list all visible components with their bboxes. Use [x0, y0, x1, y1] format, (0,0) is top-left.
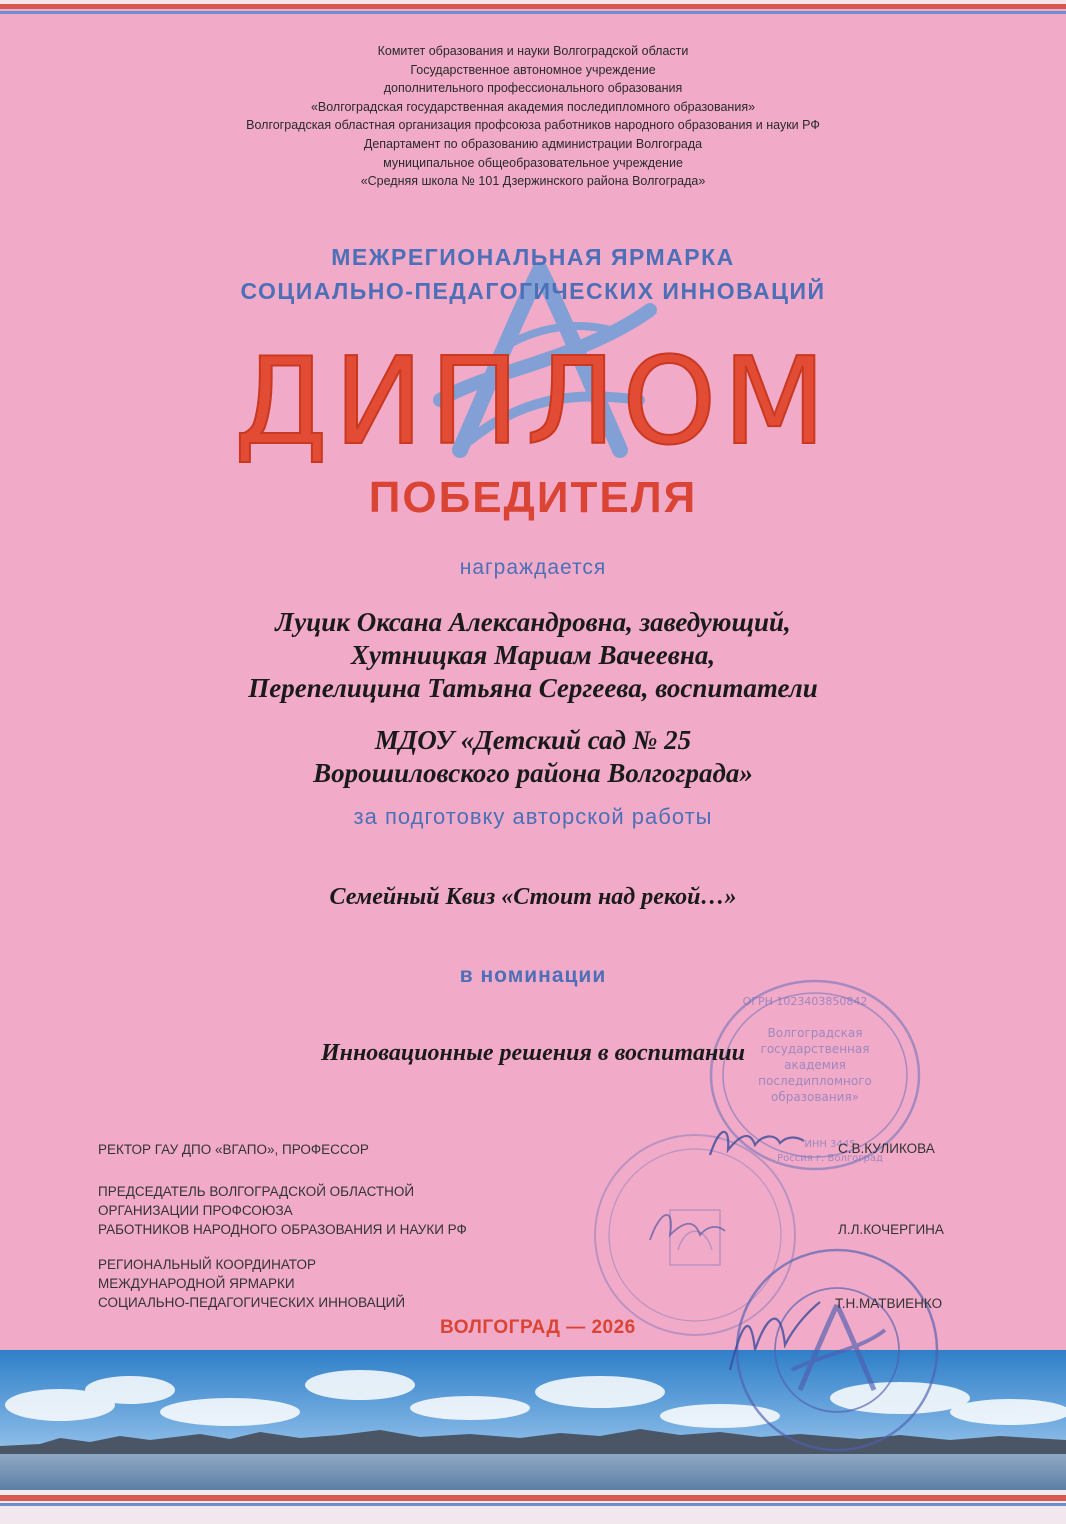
- awardee-name-line: Перепелицина Татьяна Сергеева, воспитатели: [248, 673, 818, 703]
- signatory-title-line: РЕКТОР ГАУ ДПО «ВГАПО», ПРОФЕССОР: [98, 1142, 369, 1157]
- signatory-title-line: ПРЕДСЕДАТЕЛЬ ВОЛГОГРАДСКОЙ ОБЛАСТНОЙ: [98, 1184, 415, 1199]
- awarded-label: награждается: [459, 556, 607, 579]
- fair-title: [0, 240, 1066, 308]
- fair-title-line2: СОЦИАЛЬНО-ПЕДАГОГИЧЕСКИХ ИННОВАЦИЙ: [240, 278, 826, 304]
- awardee-name-line: Хутницкая Мариам Вачеевна,: [350, 640, 716, 670]
- header-line: Департамент по образованию администрации Волгограда: [363, 136, 703, 151]
- stamp-text-line: ИНН 3445: [804, 1139, 856, 1150]
- diploma-title: ДИПЛОМ: [234, 333, 832, 472]
- stamp-text-line: образования»: [770, 1090, 860, 1104]
- organizers-header: [0, 42, 1066, 191]
- signatory-title-union-chair: [98, 1182, 467, 1239]
- header-line: дополнительного профессионального образования: [383, 81, 683, 96]
- awardee-names: [0, 606, 1066, 705]
- stamp-text-line: ОГРН 1023403850842: [742, 995, 868, 1008]
- for-label: за подготовку авторской работы: [353, 804, 713, 829]
- signatory-title-line: СОЦИАЛЬНО-ПЕДАГОГИЧЕСКИХ ИННОВАЦИЙ: [98, 1295, 406, 1310]
- signatory-name-kochergina: Л.Л.КОЧЕРГИНА: [838, 1222, 944, 1237]
- work-title: Семейный Квиз «Стоит над рекой…»: [329, 884, 737, 910]
- signatory-title-line: ОРГАНИЗАЦИИ ПРОФСОЮЗА: [98, 1203, 293, 1218]
- stamp-text-line: Россия г. Волгоград: [777, 1153, 883, 1164]
- stamp-text-line: последипломного: [758, 1074, 872, 1088]
- signatory-name-kulikova: С.В.КУЛИКОВА: [838, 1141, 935, 1156]
- signature-kulikova-icon: [700, 1115, 810, 1175]
- signatory-title-rector: [98, 1140, 369, 1159]
- stamp-text-line: государственная: [760, 1042, 870, 1056]
- header-line: Волгоградская областная организация профсоюза работников народного образования и науки РФ: [246, 118, 820, 133]
- stamp-text-line: Волгоградская: [767, 1026, 863, 1040]
- bottom-decorative-band: [0, 1490, 1066, 1524]
- signature-matvienko-icon: [715, 1290, 825, 1380]
- signatory-title-line: РЕГИОНАЛЬНЫЙ КООРДИНАТОР: [98, 1257, 316, 1272]
- stamp-text-line: академия: [784, 1058, 846, 1072]
- signatory-title-line: МЕЖДУНАРОДНОЙ ЯРМАРКИ: [98, 1276, 295, 1291]
- signatory-title-line: РАБОТНИКОВ НАРОДНОГО ОБРАЗОВАНИЯ И НАУКИ РФ: [98, 1222, 467, 1237]
- organization-line: МДОУ «Детский сад № 25: [374, 725, 692, 755]
- signature-kochergina-icon: [640, 1195, 730, 1255]
- city-year: ВОЛГОГРАД — 2026: [440, 1317, 636, 1338]
- nomination-label: в номинации: [459, 964, 607, 987]
- header-line: «Средняя школа № 101 Дзержинского района Волгограда»: [360, 174, 706, 189]
- awardee-name-line: Луцик Оксана Александровна, заведующий,: [275, 607, 791, 637]
- organization-name: [0, 724, 1066, 790]
- header-line: Комитет образования и науки Волгоградской области: [377, 44, 689, 58]
- top-decorative-band: [0, 0, 1066, 22]
- signatory-name-matvienko: Т.Н.МАТВИЕНКО: [835, 1296, 943, 1311]
- fair-title-line1: МЕЖРЕГИОНАЛЬНАЯ ЯРМАРКА: [331, 244, 735, 270]
- signatory-title-coordinator: [98, 1255, 405, 1312]
- header-line: Государственное автономное учреждение: [410, 62, 656, 77]
- diploma-subtitle: ПОБЕДИТЕЛЯ: [368, 473, 698, 522]
- nomination-title: Инновационные решения в воспитании: [320, 1040, 746, 1066]
- header-line: «Волгоградская государственная академия последипломного образования»: [310, 99, 756, 114]
- header-line: муниципальное общеобразовательное учреждение: [383, 155, 683, 170]
- organization-line: Ворошиловского района Волгограда»: [313, 758, 753, 788]
